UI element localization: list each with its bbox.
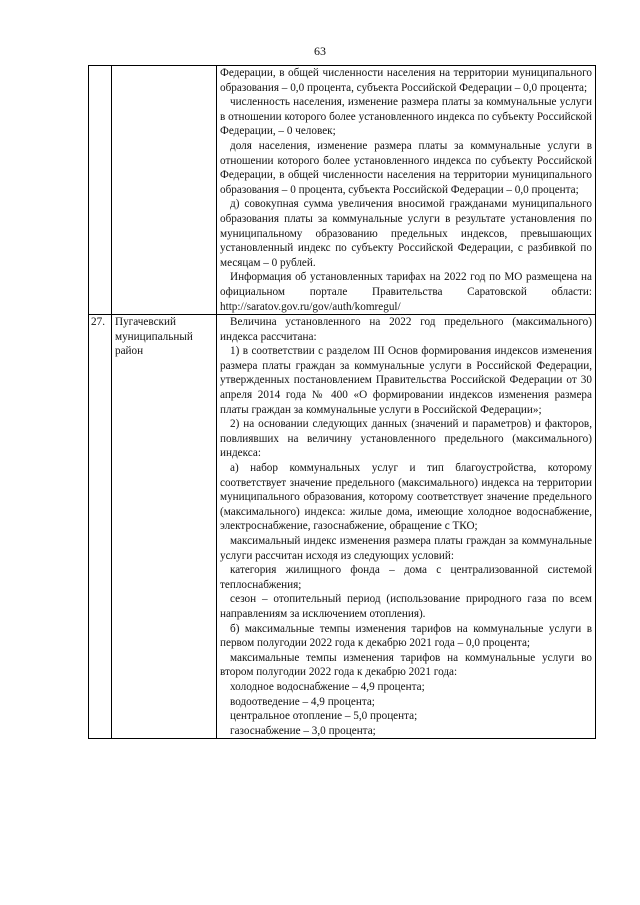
row-number-cell xyxy=(89,66,112,315)
text-paragraph: максимальные темпы изменения тарифов на коммунальные услуги во втором полугодии 2022 года к декабрю 2021 года: xyxy=(220,651,592,679)
text-paragraph: холодное водоснабжение – 4,9 процента; xyxy=(230,680,425,693)
text-paragraph: сезон – отопительный период (использование природного газа по всем направлениям за исключением отопления). xyxy=(220,593,592,620)
municipality-name-cell xyxy=(112,66,217,315)
description-cell xyxy=(217,315,596,739)
text-paragraph: максимальный индекс изменения размера платы граждан за коммунальные услуги рассчитан исходя из следующих условий: xyxy=(220,535,592,562)
text-paragraph: водоотведение – 4,9 процента; xyxy=(230,695,375,708)
text-paragraph: категория жилищного фонда – дома с централизованной системой теплоснабжения; xyxy=(220,564,592,591)
text-paragraph: доля населения, изменение размера платы за коммунальные услуги в отношении которого более установленного индекса по субъекту Российской Федерации, в общей численности населения на территории муниципального образования – 0 процента, субъекта Российской Федерации – 0,0 процента; xyxy=(220,139,592,196)
text-paragraph: центральное отопление – 5,0 процента; xyxy=(230,710,418,723)
text-paragraph: д) совокупная сумма увеличения вносимой гражданами муниципального образования платы за коммунальные услуги в результате установления по муниципальному образованию предельных индексов, превышающих установленный индекс по субъекту Российской Федерации, с разбивкой по месяцам – 0 рублей. xyxy=(220,198,592,269)
document-table xyxy=(88,65,596,739)
text-paragraph: 1) в соответствии с разделом III Основ формирования индексов изменения размера платы граждан за коммунальные услуги в Российской Федерации, утвержденных постановлением Правительства Российской Федерации от 30 апреля 2014 года № 400 «О формировании индексов изменения размера платы граждан за коммунальные услуги в Российской Федерации»; xyxy=(220,345,592,416)
text-paragraph: а) набор коммунальных услуг и тип благоустройства, которому соответствует значение предельного (максимального) индекса на территории муниципального образования, которому соответствует значение предельного (максимального) индекса: жилые дома, имеющие холодное водоснабжение, электроснабжение, газоснабжение, обращение с ТКО; xyxy=(220,462,592,533)
text-paragraph: газоснабжение – 3,0 процента; xyxy=(230,724,376,737)
municipality-name-cell: Пугачевский муниципальный район xyxy=(112,315,217,739)
description-cell xyxy=(217,66,596,315)
text-paragraph: Величина установленного на 2022 год предельного (максимального) индекса рассчитана: xyxy=(220,316,592,343)
text-paragraph: Федерации, в общей численности населения на территории муниципального образования – 0,0 процента, субъекта Российской Федерации – 0,0 процента; xyxy=(220,67,592,94)
text-paragraph: б) максимальные темпы изменения тарифов на коммунальные услуги в первом полугодии 2022 года к декабрю 2021 года – 0,0 процента; xyxy=(220,622,592,650)
text-paragraph: численность населения, изменение размера платы за коммунальные услуги в отношении которого более установленного индекса по субъекту Российской Федерации, – 0 человек; xyxy=(220,96,592,138)
table-row xyxy=(89,66,596,315)
text-paragraph: Информация об установленных тарифах на 2022 год по МО размещена на официальном портале Правительства Саратовской области: http://saratov.gov.ru/gov/auth/komregul/ xyxy=(220,271,592,313)
text-paragraph: 2) на основании следующих данных (значений и параметров) и факторов, повлиявших на величину установленного предельного (максимального) индекса: xyxy=(220,418,592,460)
table-row xyxy=(89,315,596,739)
table-body xyxy=(89,66,596,739)
row-number-cell: 27. xyxy=(89,315,112,739)
page-number: 63 xyxy=(314,44,326,58)
